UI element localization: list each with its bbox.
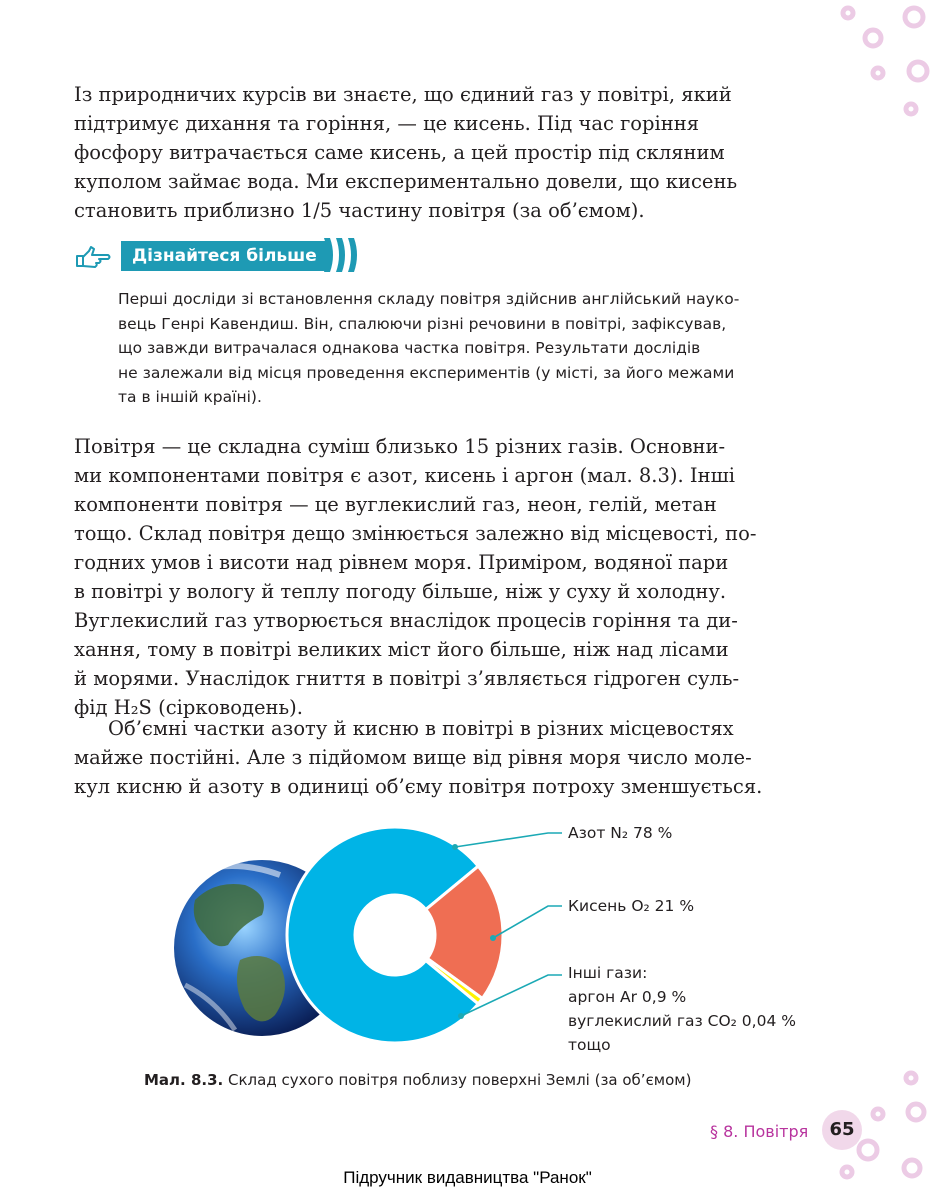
text-line: та в іншій країні). [118, 388, 262, 406]
text-line: фід H₂S (сірководень). [74, 696, 303, 719]
text-line: куполом займає вода. Ми експериментально довели, що кисень [74, 170, 738, 193]
publisher-note: Підручник видавництва "Ранок" [343, 1168, 592, 1187]
text-line: що завжди витрачалася однакова частка повітря. Результати дослідів [118, 339, 701, 357]
text-line: й морями. Унаслідок гниття в повітрі з’являється гідроген суль- [74, 667, 740, 690]
text-line: хання, тому в повітрі великих міст його більше, ніж над лісами [74, 638, 729, 661]
text-line: Із природничих курсів ви знаєте, що єдиний газ у повітрі, який [74, 83, 732, 106]
text-line: вець Генрі Кавендиш. Він, спалюючи різні речовини в повітрі, зафіксував, [118, 314, 727, 333]
caption-number: Мал. 8.3. [144, 1071, 224, 1089]
section-title: § 8. Повітря [710, 1122, 809, 1141]
text-line: не залежали від місця проведення експериментів (у місті, за його межами [118, 363, 735, 382]
text-line: аргон Ar 0,9 % [568, 988, 687, 1006]
text-line: вуглекислий газ CO₂ 0,04 % [568, 1012, 796, 1030]
text-line: тощо. Склад повітря дещо змінюється залежно від місцевості, по- [74, 522, 757, 545]
other-gases-label [568, 961, 796, 1057]
learn-more-title: Дізнайтеся більше [121, 241, 327, 271]
text-line: майже постійні. Але з підйомом вище від рівня моря число моле- [74, 746, 752, 769]
text-line: кул кисню й азоту в одиниці об’єму повітря потроху зменшується. [74, 775, 763, 798]
caption-text: Склад сухого повітря поблизу поверхні Землі (за об’ємом) [228, 1071, 692, 1089]
oxygen-label: Кисень O₂ 21 % [568, 897, 695, 915]
figure-caption [144, 1071, 691, 1089]
text-line: Перші досліди зі встановлення складу повітря здійснив англійський науко- [118, 290, 740, 308]
text-line: тощо [568, 1036, 611, 1054]
text-line: становить приблизно 1/5 частину повітря (за об’ємом). [74, 199, 645, 222]
leader-dot [490, 935, 496, 941]
text-line: Вуглекислий газ утворюється внаслідок процесів горіння та ди- [74, 609, 738, 632]
text-line: в повітрі у вологу й теплу погоду більше, ніж у суху й холодну. [74, 580, 727, 603]
nitrogen-label: Азот N₂ 78 % [568, 824, 673, 842]
text-line: ми компонентами повітря є азот, кисень і аргон (мал. 8.3). Інші [74, 464, 735, 487]
text-line: компоненти повітря — це вуглекислий газ, неон, гелій, метан [74, 493, 717, 516]
text-line: підтримує дихання та горіння, — це кисень. Під час горіння [74, 112, 700, 135]
text-line: годних умов і висоти над рівнем моря. Приміром, водяної пари [74, 551, 729, 574]
text-line: Об’ємні частки азоту й кисню в повітрі в різних місцевостях [108, 717, 734, 740]
text-line: Повітря — це складна суміш близько 15 різних газів. Основни- [74, 435, 726, 458]
page-number: 65 [822, 1110, 862, 1150]
text-line: Інші гази: [568, 964, 648, 982]
leader-dot [452, 844, 458, 850]
leader-dot [458, 1013, 464, 1019]
text-line: фосфору витрачається саме кисень, а цей простір під скляним [74, 141, 725, 164]
